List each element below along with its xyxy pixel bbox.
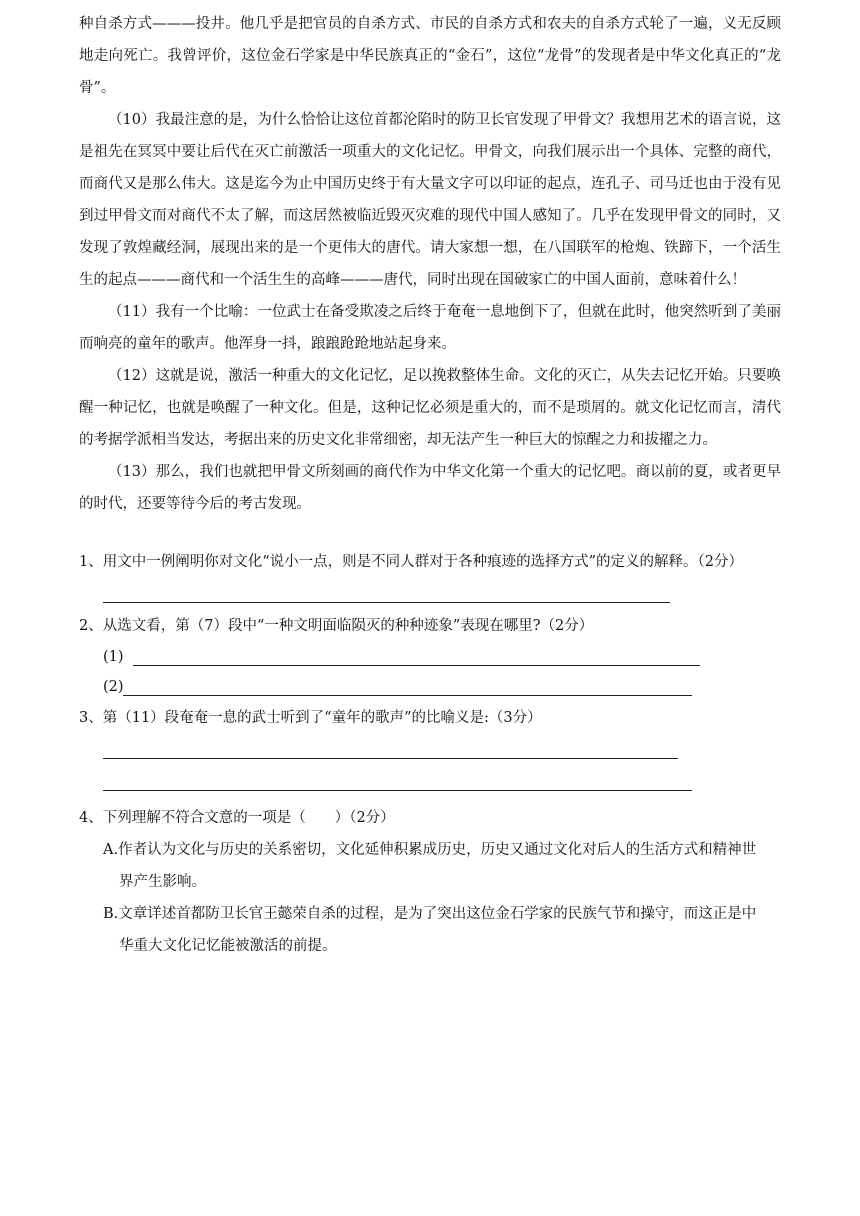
option-a-text-cont: 界产生影响。 [119, 874, 206, 890]
answer-line-3-1[interactable] [79, 734, 781, 766]
answer-underline [133, 664, 700, 666]
option-b[interactable] [79, 898, 781, 962]
paragraph-continued: 种自杀方式———投井。他几乎是把官员的自杀方式、市民的自杀方式和农夫的自杀方式轮了一遍，义无反顾地走向死亡。我曾评价，这位金石学家是中华民族真正的“金石”，这位“龙骨”的发现者是中华文化真正的“龙骨”。 [79, 16, 781, 96]
option-b-text-cont: 华重大文化记忆能被激活的前提。 [119, 938, 337, 954]
question-1: 1、用文中一例阐明你对文化“说小一点，则是不同人群对于各种痕迹的选择方式”的定义的解释。（2分） [79, 554, 744, 570]
sub-label: (2) [103, 679, 124, 695]
answer-line-2-2[interactable] [79, 672, 781, 702]
sub-label: (1) [103, 649, 124, 665]
question-3: 3、第（11）段奄奄一息的武士听到了“童年的歌声”的比喻义是:（3分） [79, 710, 542, 726]
option-a-text: A.作者认为文化与历史的关系密切，文化延伸积累成历史，历史又通过文化对后人的生活方式和精神世 [103, 842, 757, 858]
question-2: 2、从选文看，第（7）段中“一种文明面临陨灭的种种迹象”表现在哪里?（2分） [79, 618, 594, 634]
document-page [79, 0, 781, 962]
answer-line-3-2[interactable] [79, 766, 781, 798]
question-4: 4、下列理解不符合文意的一项是（ ）（2分） [79, 810, 395, 826]
option-a[interactable] [79, 834, 781, 898]
paragraph-13: （13）那么，我们也就把甲骨文所刻画的商代作为中华文化第一个重大的记忆吧。商以前的夏，或者更早的时代，还要等待今后的考古发现。 [79, 464, 781, 512]
option-b-text: B.文章详述首都防卫长官王懿荣自杀的过程，是为了突出这位金石学家的民族气节和操守，而这正是中 [103, 906, 757, 922]
answer-line-1[interactable] [79, 578, 781, 610]
answer-underline [103, 601, 670, 603]
answer-underline [103, 757, 678, 759]
paragraph-10: （10）我最注意的是，为什么恰恰让这位首都沦陷时的防卫长官发现了甲骨文？我想用艺术的语言说，这是祖先在冥冥中要让后代在灭亡前激活一项重大的文化记忆。甲骨文，向我们展示出一个具体、完整的商代，而商代又是那么伟大。这是迄今为止中国历史终于有大量文字可以印证的起点，连孔子、司马迁也由于没有见到过甲骨文而对商代不太了解，而这居然被临近毁灭灾难的现代中国人感知了。几乎在发现甲骨文的同时，又发现了敦煌藏经洞，展现出来的是一个更伟大的唐代。请大家想一想，在八国联军的枪炮、铁蹄下，一个活生生的起点———商代和一个活生生的高峰———唐代，同时出现在国破家亡的中国人面前，意味着什么！ [79, 112, 781, 288]
answer-line-2-1[interactable] [79, 642, 781, 672]
answer-underline [123, 694, 692, 696]
paragraph-11: （11）我有一个比喻：一位武士在备受欺凌之后终于奄奄一息地倒下了，但就在此时，他突然听到了美丽而响亮的童年的歌声。他浑身一抖，踉踉跄跄地站起身来。 [79, 304, 781, 352]
answer-underline [103, 789, 692, 791]
paragraph-12: （12）这就是说，激活一种重大的文化记忆，足以挽救整体生命。文化的灭亡，从失去记忆开始。只要唤醒一种记忆，也就是唤醒了一种文化。但是，这种记忆必须是重大的，而不是琐屑的。就文化记忆而言，清代的考据学派相当发达，考据出来的历史文化非常细密，却无法产生一种巨大的惊醒之力和拔擢之力。 [79, 368, 781, 448]
section-gap [79, 520, 781, 546]
